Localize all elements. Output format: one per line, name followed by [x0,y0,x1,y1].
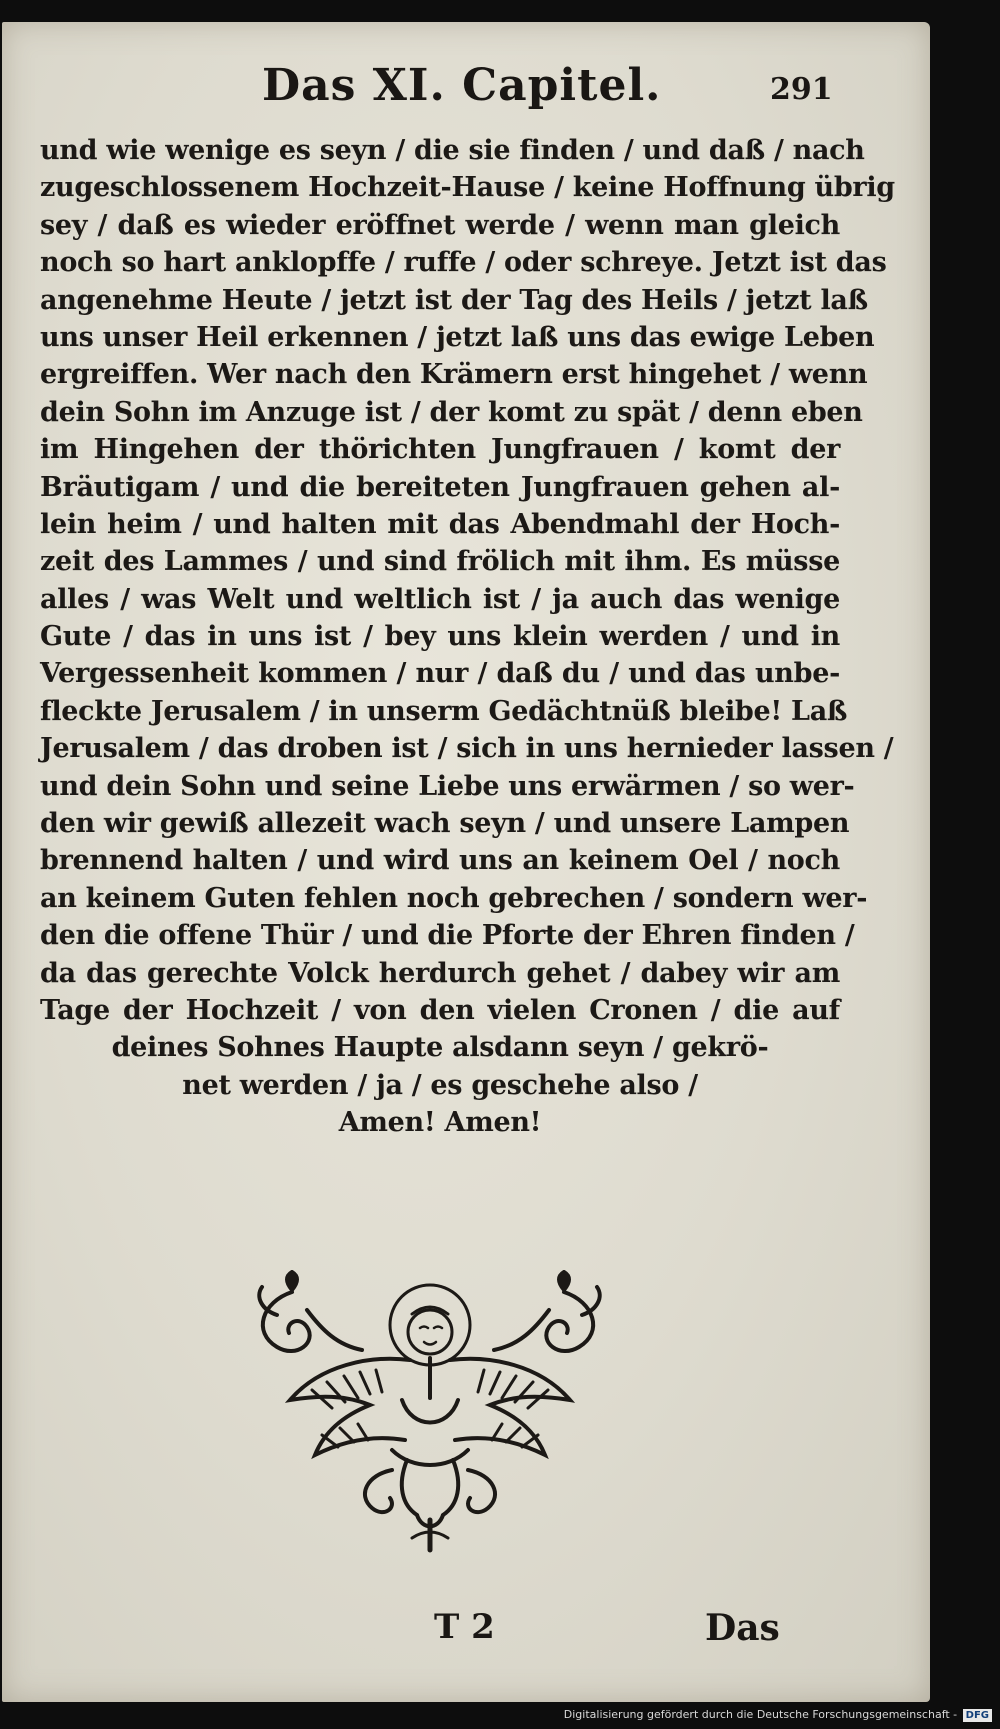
page-number: 291 [770,72,833,107]
text-line: und wie wenige es seyn / die sie finden / und daß / nach [40,135,865,166]
page-header [2,60,930,130]
credit-text: Digitalisierung gefördert durch die Deutsche Forschungsgemeinschaft - [563,1708,958,1721]
signature-mark: T 2 [434,1607,495,1647]
text-line: und dein Sohn und seine Liebe uns erwärmen / so wer- [40,770,855,802]
text-line: fleckte Jerusalem / in unserm Gedächtnüß bleibe! Laß [40,695,848,727]
body-text [40,132,895,1142]
cherub-ornament [252,1270,612,1560]
text-line: Jerusalem / das droben ist / sich in uns hernieder lassen / [40,733,894,765]
chapter-title: Das XI. Capitel. [262,60,662,111]
digitization-credit [564,1708,992,1722]
closing-line: net werden / ja / es geschehe also / [182,1069,698,1101]
dfg-logo: DFG [963,1709,992,1722]
text-line: den wir gewiß allezeit wach seyn / und unsere Lampen [40,808,850,840]
text-line: alles / was Welt und weltlich ist / ja auch das wenige [40,583,840,615]
text-line: Bräutigam / und die bereiteten Jungfrauen gehen al- [40,471,840,503]
text-line: sey / daß es wieder eröffnet werde / wenn man gleich [40,209,840,241]
text-line: Gute / das in uns ist / bey uns klein werden / und in [40,621,840,653]
text-line: brennend halten / und wird uns an keinem Oel / noch [40,845,840,877]
text-line: zeit des Lammes / und sind frölich mit ihm. Es müsse [40,546,840,578]
closing-line: deines Sohnes Haupte alsdann seyn / gekrö- [111,1032,769,1064]
text-line: dein Sohn im Anzuge ist / der komt zu spät / denn eben [40,396,863,428]
text-line: angenehme Heute / jetzt ist der Tag des Heils / jetzt laß [40,284,868,316]
text-line: uns unser Heil erkennen / jetzt laß uns das ewige Leben [40,321,875,353]
book-page [2,22,930,1702]
text-line: ergreiffen. Wer nach den Krämern erst hingehet / wenn [40,359,868,391]
text-line: an keinem Guten fehlen noch gebrechen / sondern wer- [40,882,868,914]
text-line: zugeschlossenem Hochzeit-Hause / keine Hoffnung übrig [40,172,895,204]
text-line: im Hingehen der thörichten Jungfrauen / komt der [40,434,840,466]
text-line: Tage der Hochzeit / von den vielen Cronen / die auf [40,994,840,1026]
text-line: lein heim / und halten mit das Abendmahl der Hoch- [40,508,840,540]
closing-amen: Amen! Amen! [338,1107,542,1139]
catchword: Das [705,1607,780,1649]
text-line: Vergessenheit kommen / nur / daß du / und das unbe- [40,658,840,690]
text-line: noch so hart anklopffe / ruffe / oder schreye. Jetzt ist das [40,247,887,279]
text-line: da das gerechte Volck herdurch gehet / dabey wir am [40,957,840,989]
text-line: den die offene Thür / und die Pforte der Ehren finden / [40,920,855,952]
